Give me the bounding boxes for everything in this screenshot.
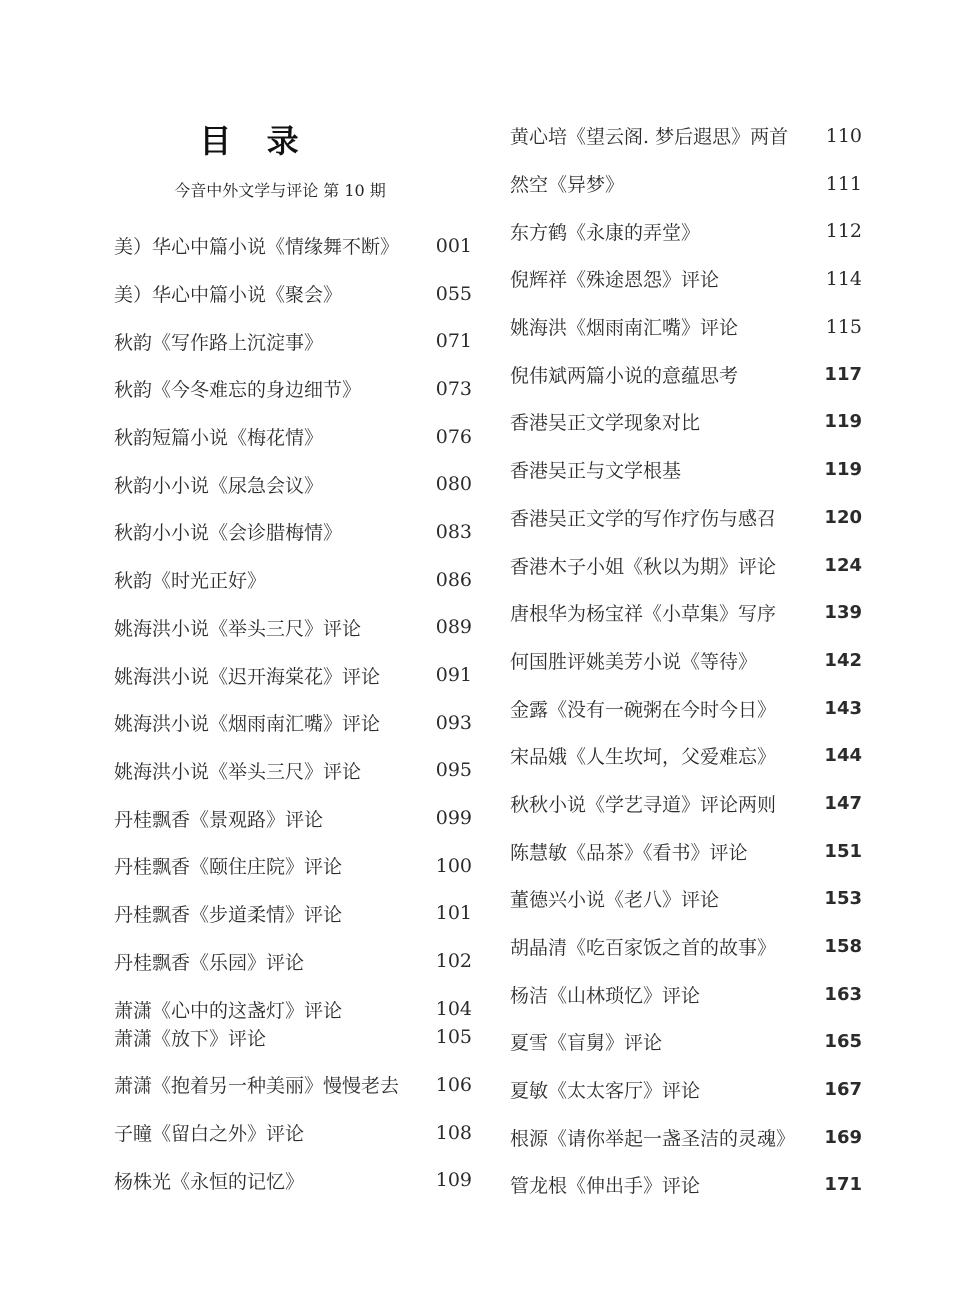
toc-entry-title: 胡晶清《吃百家饭之首的故事》 <box>510 937 777 960</box>
toc-entry-title: 根源《请你举起一盏圣洁的灵魂》 <box>510 1127 796 1150</box>
toc-entry-title: 丹桂飘香《景观路》评论 <box>114 808 324 831</box>
toc-entry-page: 143 <box>824 697 862 719</box>
toc-entry-title: 秋韵《写作路上沉淀事》 <box>114 331 324 354</box>
toc-entry <box>510 112 862 160</box>
toc-entry-title: 唐根华为杨宝祥《小草集》写序 <box>510 603 777 626</box>
toc-entry <box>510 923 862 971</box>
toc-entry-page: 104 <box>435 998 472 1020</box>
toc-entry-title: 秋韵短篇小说《梅花情》 <box>114 427 324 450</box>
toc-entry-page: 147 <box>824 792 862 814</box>
toc-entry-page: 109 <box>435 1169 472 1192</box>
toc-entry-page: 120 <box>824 506 862 528</box>
toc-entry-title: 丹桂飘香《颐住庄院》评论 <box>114 856 343 879</box>
toc-entry-page: 105 <box>435 1026 472 1048</box>
toc-entry-page: 117 <box>824 363 862 385</box>
toc-entry-page: 091 <box>435 664 472 687</box>
toc-entry-title: 宋品娥《人生坎坷，父爱难忘》 <box>510 746 777 769</box>
toc-entry <box>510 303 862 351</box>
toc-entry <box>114 1061 472 1109</box>
toc-entry <box>114 937 472 985</box>
toc-entry-page: 163 <box>824 983 862 1005</box>
toc-entry-title: 倪辉祥《殊途恩怨》评论 <box>510 269 720 292</box>
toc-entry <box>114 556 472 604</box>
toc-entry-page: 124 <box>824 554 862 576</box>
toc-entry-page: 139 <box>824 602 862 624</box>
toc-entry <box>114 794 472 842</box>
toc-entry-title: 秋秋小说《学艺寻道》评论两则 <box>510 793 777 816</box>
toc-entry <box>510 732 862 780</box>
toc-entry <box>114 747 472 795</box>
toc-entry-page: 110 <box>825 124 862 147</box>
toc-entry <box>510 494 862 542</box>
toc-entry-title: 夏雪《盲舅》评论 <box>510 1032 663 1055</box>
toc-entry-title: 杨洁《山林琐忆》评论 <box>510 984 701 1007</box>
toc-entry-title: 何国胜评姚美芳小说《等待》 <box>510 650 758 673</box>
toc-entry-page: 114 <box>825 267 862 290</box>
toc-entry-page: 151 <box>824 840 862 862</box>
toc-entry <box>510 589 862 637</box>
toc-entry-page: 158 <box>824 936 862 958</box>
toc-entry <box>114 460 472 508</box>
toc-entry-page: 167 <box>824 1079 862 1101</box>
toc-entry-page: 101 <box>435 902 472 925</box>
toc-entry-title: 丹桂飘香《步道柔情》评论 <box>114 903 343 926</box>
toc-entry <box>114 222 472 270</box>
toc-entry-page: 144 <box>824 745 862 767</box>
toc-entry <box>510 1018 862 1066</box>
toc-entry-title: 倪伟斌两篇小说的意蕴思考 <box>510 364 739 387</box>
toc-entry-page: 115 <box>825 315 862 338</box>
toc-entry-page: 073 <box>435 377 472 400</box>
toc-entry <box>114 995 472 1023</box>
toc-entry-title: 秋韵《今冬难忘的身边细节》 <box>114 379 362 402</box>
toc-entry-title: 东方鹤《永康的弄堂》 <box>510 221 701 244</box>
toc-entry <box>510 255 862 303</box>
page-subtitle: 今音中外文学与评论 第 10 期 <box>174 181 386 200</box>
toc-entry <box>510 780 862 828</box>
toc-entry-page: 119 <box>824 411 862 433</box>
toc-entry <box>114 1023 472 1051</box>
toc-entry-title: 姚海洪《烟雨南汇嘴》评论 <box>510 317 739 340</box>
toc-entry-title: 杨株光《永恒的记忆》 <box>114 1170 305 1193</box>
toc-left-column <box>114 222 472 1204</box>
toc-entry <box>114 651 472 699</box>
toc-entry-title: 董德兴小说《老八》评论 <box>510 889 720 912</box>
toc-entry-page: 099 <box>435 807 472 830</box>
toc-entry-page: 112 <box>825 220 862 243</box>
toc-entry <box>114 699 472 747</box>
toc-entry-page: 093 <box>435 711 472 734</box>
toc-entry-title: 陈慧敏《品茶》《看书》评论 <box>510 841 748 864</box>
toc-entry <box>114 508 472 556</box>
toc-entry-page: 089 <box>435 616 472 639</box>
toc-entry-page: 119 <box>824 459 862 481</box>
toc-entry-page: 083 <box>435 520 472 543</box>
toc-entry-page: 165 <box>824 1031 862 1053</box>
toc-entry-title: 美）华心中篇小说《聚会》 <box>114 284 343 307</box>
toc-entry <box>510 637 862 685</box>
toc-entry-title: 萧潇《心中的这盏灯》评论 <box>114 999 343 1022</box>
toc-entry-page: 169 <box>824 1126 862 1148</box>
toc-entry-title: 黄心培《望云阁. 梦后遐思》两首 <box>510 126 789 149</box>
toc-entry-title: 香港吴正文学现象对比 <box>510 412 701 435</box>
toc-entry <box>510 827 862 875</box>
toc-entry <box>114 842 472 890</box>
toc-entry-page: 095 <box>435 759 472 782</box>
toc-entry <box>114 365 472 413</box>
toc-entry-title: 然空《异梦》 <box>510 174 625 197</box>
toc-entry-page: 142 <box>824 649 862 671</box>
toc-entry-page: 108 <box>435 1121 472 1144</box>
toc-entry-title: 姚海洪小说《烟雨南汇嘴》评论 <box>114 713 381 736</box>
toc-entry-title: 萧潇《放下》评论 <box>114 1027 267 1050</box>
toc-entry <box>114 413 472 461</box>
toc-entry-title: 萧潇《抱着另一种美丽》慢慢老去 <box>114 1075 400 1098</box>
toc-entry-page: 171 <box>824 1174 862 1196</box>
toc-entry-page: 055 <box>435 282 472 305</box>
toc-entry-page: 153 <box>824 888 862 910</box>
toc-entry <box>510 684 862 732</box>
toc-entry <box>510 207 862 255</box>
toc-entry <box>510 875 862 923</box>
toc-entry <box>114 1109 472 1157</box>
toc-entry-page: 001 <box>435 234 472 257</box>
toc-entry <box>510 541 862 589</box>
toc-entry-title: 香港吴正与文学根基 <box>510 460 682 483</box>
toc-entry <box>510 1066 862 1114</box>
toc-entry-page: 086 <box>435 568 472 591</box>
toc-entry-page: 106 <box>435 1073 472 1096</box>
toc-entry-title: 香港吴正文学的写作疗伤与感召 <box>510 507 777 530</box>
toc-entry <box>510 1113 862 1161</box>
toc-entry-title: 夏敏《太太客厅》评论 <box>510 1080 701 1103</box>
page-title: 目 录 <box>199 122 311 160</box>
toc-entry <box>114 890 472 938</box>
toc-entry-page: 111 <box>825 172 862 195</box>
toc-entry-title: 秋韵《时光正好》 <box>114 570 267 593</box>
toc-entry-page: 100 <box>435 854 472 877</box>
toc-entry-page: 080 <box>435 473 472 496</box>
toc-entry <box>510 1161 862 1209</box>
toc-entry-title: 丹桂飘香《乐园》评论 <box>114 951 305 974</box>
toc-entry-page: 071 <box>435 330 472 353</box>
toc-entry-title: 姚海洪小说《举头三尺》评论 <box>114 617 362 640</box>
toc-entry-page: 102 <box>435 950 472 973</box>
toc-entry-title: 秋韵小小说《会诊腊梅情》 <box>114 522 343 545</box>
toc-entry <box>510 970 862 1018</box>
toc-entry <box>114 1156 472 1204</box>
toc-entry <box>114 604 472 652</box>
toc-entry-title: 香港木子小姐《秋以为期》评论 <box>510 555 777 578</box>
toc-entry-title: 姚海洪小说《举头三尺》评论 <box>114 760 362 783</box>
toc-entry-page: 076 <box>435 425 472 448</box>
toc-entry <box>510 446 862 494</box>
toc-entry <box>510 350 862 398</box>
toc-entry-title: 秋韵小小说《尿急会议》 <box>114 474 324 497</box>
toc-entry-title: 美）华心中篇小说《情缘舞不断》 <box>114 236 400 259</box>
toc-entry <box>114 317 472 365</box>
toc-entry <box>510 160 862 208</box>
toc-entry-title: 管龙根《伸出手》评论 <box>510 1175 701 1198</box>
toc-entry-title: 子瞳《留白之外》评论 <box>114 1123 305 1146</box>
toc-entry-title: 姚海洪小说《迟开海棠花》评论 <box>114 665 381 688</box>
toc-right-column <box>510 112 862 1209</box>
toc-entry-title: 金露《没有一碗粥在今时今日》 <box>510 698 777 721</box>
toc-entry <box>510 398 862 446</box>
toc-entry <box>114 270 472 318</box>
